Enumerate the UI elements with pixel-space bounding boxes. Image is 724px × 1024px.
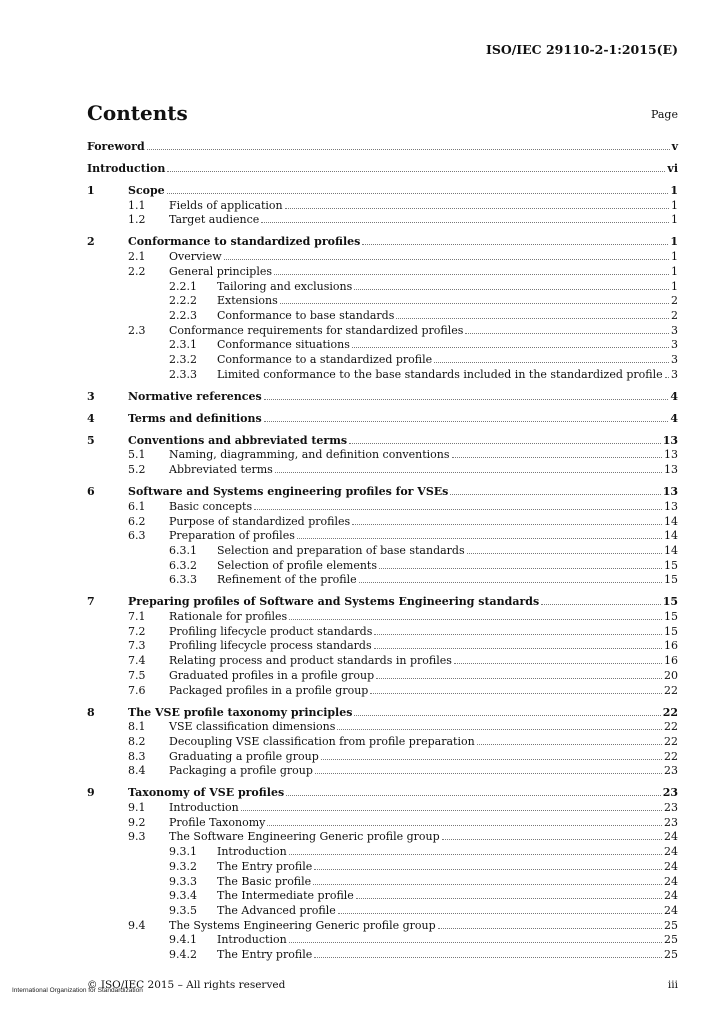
toc-entry-page: 2 (671, 308, 678, 322)
toc-entry[interactable] (0, 595, 724, 610)
toc-entry[interactable] (0, 860, 724, 875)
toc-entry-title: Graduating a profile group (169, 749, 319, 763)
toc-entry-number: 9.3.2 (169, 859, 197, 873)
toc-entry-number: 2.3.1 (169, 338, 197, 352)
dot-leader (356, 898, 662, 899)
toc-entry-page: 22 (664, 720, 678, 734)
dot-leader (374, 634, 662, 635)
toc-entry-page: 15 (664, 573, 678, 587)
toc-entry[interactable] (0, 559, 724, 574)
toc-entry-page: 3 (671, 338, 678, 352)
toc-entry-title: Basic concepts (169, 499, 253, 513)
toc-entry[interactable] (0, 213, 724, 228)
toc-entry[interactable] (0, 448, 724, 463)
toc-entry[interactable] (0, 199, 724, 214)
toc-entry-page: 13 (664, 499, 678, 513)
toc-entry-number: 5.2 (128, 463, 146, 477)
toc-entry-number: 5.1 (128, 448, 146, 462)
dot-leader (264, 421, 669, 422)
dot-leader (289, 854, 662, 855)
toc-entry-title: General principles (169, 264, 273, 278)
toc-entry-page: 15 (664, 610, 678, 623)
dot-leader (434, 362, 669, 363)
dot-leader (285, 208, 669, 209)
toc-entry-title: Refinement of the profile (217, 573, 357, 587)
toc-entry-number: 7.4 (128, 654, 146, 668)
toc-entry-title: Conventions and abbreviated terms (128, 433, 348, 447)
toc-entry-title: The Software Engineering Generic profile group (169, 830, 440, 844)
toc-entry-number: 7.3 (128, 639, 146, 653)
toc-entry-page: 4 (670, 411, 678, 425)
toc-entry-title: The Intermediate profile (217, 889, 354, 903)
toc-entry[interactable] (0, 265, 724, 280)
toc-entry-title: Naming, diagramming, and definition conventions (169, 448, 450, 462)
toc-entry-page: 1 (671, 264, 678, 278)
toc-entry-number: 2.3 (128, 323, 146, 337)
toc-entry-title: The Entry profile (217, 948, 313, 961)
toc-entry-page: vi (667, 162, 678, 175)
toc-entry-title: The Advanced profile (217, 903, 336, 917)
toc-entry-number: 9.3.1 (169, 845, 197, 859)
toc-entry-title: Abbreviated terms (169, 463, 273, 477)
dot-leader (321, 759, 662, 760)
toc-entry-number: 8.4 (128, 764, 146, 778)
toc-entry-number: 9 (87, 786, 95, 800)
toc-entry[interactable] (0, 368, 724, 383)
dot-leader (314, 869, 662, 870)
dot-leader (297, 538, 662, 539)
toc-entry[interactable] (0, 750, 724, 765)
toc-entry-title: Selection and preparation of base standards (217, 543, 465, 557)
toc-entry-title: Decoupling VSE classification from profile preparation (169, 734, 475, 748)
toc-entry[interactable] (0, 544, 724, 559)
toc-entry-title: Packaging a profile group (169, 764, 313, 778)
dot-leader (224, 259, 669, 260)
toc-entry-title: Limited conformance to the base standards included in the standardized profile (217, 367, 663, 381)
toc-entry-number: 2 (87, 235, 95, 249)
toc-entry[interactable] (0, 875, 724, 890)
toc-entry[interactable] (0, 412, 724, 427)
toc-entry-number: 9.3.4 (169, 889, 197, 903)
toc-entry-number: 6.2 (128, 514, 146, 528)
toc-entry-title: Target audience (169, 213, 260, 227)
toc-entry-title: Conformance to base standards (217, 308, 395, 322)
toc-entry-page: 20 (664, 668, 678, 682)
toc-entry-title: Profile Taxonomy (169, 815, 266, 829)
toc-entry[interactable] (0, 654, 724, 669)
toc-entry-page: 23 (664, 801, 678, 814)
toc-entry[interactable] (0, 948, 724, 963)
toc-entry-page: 23 (662, 786, 678, 800)
toc-entry-number: 4 (87, 411, 95, 425)
toc-entry-page: 24 (664, 874, 678, 888)
toc-entry-title: Rationale for profiles (169, 610, 288, 623)
dot-leader (454, 663, 662, 664)
dot-leader (264, 399, 669, 400)
toc-entry-page: 24 (664, 830, 678, 844)
dot-leader (354, 715, 660, 716)
toc-entry-title: Foreword (87, 140, 145, 153)
toc-entry-page: 14 (664, 514, 678, 528)
toc-entry-page: 24 (664, 889, 678, 903)
toc-entry[interactable] (0, 529, 724, 544)
toc-entry-number: 9.2 (128, 815, 146, 829)
toc-entry[interactable] (0, 294, 724, 309)
toc-entry-page: 13 (662, 485, 678, 499)
toc-entry-page: 24 (664, 845, 678, 859)
toc-entry-page: 22 (664, 734, 678, 748)
dot-leader (261, 222, 669, 223)
dot-leader (337, 729, 662, 730)
dot-leader (362, 244, 668, 245)
toc-entry-title: Terms and definitions (128, 411, 262, 425)
toc-entry-number: 8 (87, 705, 95, 719)
toc-entry-title: Conformance situations (217, 338, 350, 352)
toc-entry-title: Introduction (217, 845, 287, 859)
toc-entry-page: 16 (664, 654, 678, 668)
dot-leader (167, 171, 665, 172)
dot-leader (338, 913, 662, 914)
dot-leader (280, 303, 669, 304)
toc-entry-number: 2.3.3 (169, 367, 197, 381)
toc-entry[interactable] (0, 353, 724, 368)
dot-leader (374, 648, 662, 649)
dot-leader (147, 149, 670, 150)
toc-entry[interactable] (0, 463, 724, 478)
toc-entry-page: 1 (670, 235, 678, 249)
toc-entry-page: 3 (671, 353, 678, 366)
toc-entry-page: 1 (671, 279, 678, 293)
toc-entry-number: 3 (87, 389, 95, 403)
dot-leader (352, 347, 669, 348)
toc-entry[interactable] (0, 720, 724, 735)
toc-entry[interactable] (0, 162, 724, 177)
toc-entry-page: 3 (671, 367, 678, 381)
toc-entry[interactable] (0, 764, 724, 779)
page-number: iii (667, 979, 678, 991)
dot-leader (467, 553, 662, 554)
toc-entry-number: 1.2 (128, 213, 146, 227)
toc-entry-number: 9.4.2 (169, 948, 197, 961)
toc-entry[interactable] (0, 639, 724, 654)
toc-entry[interactable] (0, 669, 724, 684)
toc-entry-title: Conformance to a standardized profile (217, 353, 433, 366)
dot-leader (465, 333, 669, 334)
copyright-notice: © ISO/IEC 2015 – All rights reserved (87, 979, 286, 991)
dot-leader (354, 289, 669, 290)
toc-entry-page: 2 (671, 294, 678, 308)
toc-entry-title: Overview (169, 250, 222, 264)
dot-leader (477, 744, 662, 745)
toc-entry-page: 25 (664, 918, 678, 932)
toc-entry-title: Purpose of standardized profiles (169, 514, 351, 528)
toc-entry[interactable] (0, 610, 724, 625)
toc-entry[interactable] (0, 280, 724, 295)
toc-entry-number: 7.5 (128, 668, 146, 682)
toc-entry[interactable] (0, 801, 724, 816)
toc-entry[interactable] (0, 786, 724, 801)
dot-leader (167, 193, 669, 194)
toc-entry-number: 7.6 (128, 683, 146, 697)
toc-entry[interactable] (0, 390, 724, 405)
dot-leader (376, 678, 662, 679)
toc-entry[interactable] (0, 830, 724, 845)
toc-entry-title: Introduction (87, 162, 166, 175)
toc-entry[interactable] (0, 485, 724, 500)
dot-leader (286, 795, 661, 796)
dot-leader (349, 443, 661, 444)
dot-leader (289, 942, 662, 943)
toc-entry-number: 8.1 (128, 720, 146, 734)
toc-entry-title: The VSE profile taxonomy principles (128, 705, 353, 719)
toc-entry-title: Relating process and product standards in profiles (169, 654, 452, 668)
toc-entry-page: 16 (664, 639, 678, 653)
toc-entry-title: Graduated profiles in a profile group (169, 668, 375, 682)
toc-entry-number: 6.3.3 (169, 573, 197, 587)
toc-entry-page: v (671, 140, 678, 153)
toc-entry[interactable] (0, 919, 724, 934)
toc-entry-page: 22 (662, 705, 678, 719)
toc-entry[interactable] (0, 889, 724, 904)
toc-entry[interactable] (0, 706, 724, 721)
toc-entry-page: 1 (671, 198, 678, 212)
toc-entry-number: 6.3 (128, 529, 146, 543)
toc-entry-page: 3 (671, 323, 678, 337)
dot-leader (442, 839, 662, 840)
toc-entry-title: The Entry profile (217, 859, 313, 873)
toc-entry-title: Preparing profiles of Software and Systems Engineering standards (128, 595, 540, 609)
toc-entry-title: Extensions (217, 294, 278, 308)
dot-leader (396, 318, 669, 319)
toc-entry-title: Selection of profile elements (217, 558, 377, 572)
toc-entry-page: 15 (664, 558, 678, 572)
toc-entry-number: 2.1 (128, 250, 146, 264)
toc-entry-title: VSE classification dimensions (169, 720, 336, 734)
toc-entry[interactable] (0, 338, 724, 353)
toc-entry-title: Profiling lifecycle product standards (169, 624, 373, 638)
dot-leader (438, 928, 662, 929)
toc-entry-title: The Systems Engineering Generic profile group (169, 918, 436, 932)
toc-entry[interactable] (0, 816, 724, 831)
dot-leader (450, 494, 660, 495)
toc-entry-number: 9.4 (128, 918, 146, 932)
dot-leader (370, 693, 662, 694)
toc-entry-number: 6.3.2 (169, 558, 197, 572)
dot-leader (289, 619, 662, 620)
toc-entry-title: Introduction (169, 801, 239, 814)
toc-entry-page: 14 (664, 529, 678, 543)
toc-entry-number: 1.1 (128, 198, 146, 212)
toc-entry-page: 15 (662, 595, 678, 609)
toc-entry-page: 22 (664, 749, 678, 763)
page-column-label: Page (650, 108, 678, 121)
toc-entry-number: 9.3.5 (169, 903, 197, 917)
toc-entry-number: 2.2.3 (169, 308, 197, 322)
toc-entry[interactable] (0, 434, 724, 449)
toc-entry-title: Profiling lifecycle process standards (169, 639, 372, 653)
toc-entry-number: 9.4.1 (169, 933, 197, 947)
toc-entry[interactable] (0, 235, 724, 250)
toc-entry-page: 23 (664, 815, 678, 829)
toc-entry-number: 7.1 (128, 610, 146, 623)
dot-leader (452, 457, 662, 458)
dot-leader (274, 274, 669, 275)
toc-entry-title: Normative references (128, 389, 262, 403)
toc-entry-number: 8.2 (128, 734, 146, 748)
toc-entry-title: Fields of application (169, 198, 283, 212)
toc-entry[interactable] (0, 904, 724, 919)
page-title: Contents (87, 101, 188, 125)
dot-leader (241, 810, 662, 811)
dot-leader (313, 884, 662, 885)
toc-entry-title: Preparation of profiles (169, 529, 295, 543)
toc-entry-number: 9.3.3 (169, 874, 197, 888)
toc-entry-number: 6.3.1 (169, 543, 197, 557)
document-code: ISO/IEC 29110-2-1:2015(E) (485, 42, 678, 57)
toc-entry[interactable] (0, 625, 724, 640)
toc-entry-page: 13 (664, 448, 678, 462)
dot-leader (315, 773, 662, 774)
toc-entry-title: Conformance to standardized profiles (128, 235, 361, 249)
toc-entry[interactable] (0, 324, 724, 339)
toc-entry-page: 22 (664, 683, 678, 697)
toc-entry-page: 24 (664, 903, 678, 917)
toc-entry-title: Introduction (217, 933, 287, 947)
toc-entry-page: 25 (664, 948, 678, 961)
toc-entry-page: 25 (664, 933, 678, 947)
dot-leader (314, 957, 662, 958)
dot-leader (254, 509, 662, 510)
toc-entry-title: Taxonomy of VSE profiles (128, 786, 285, 800)
toc-entry-page: 1 (671, 250, 678, 264)
toc-entry-title: The Basic profile (217, 874, 312, 888)
toc-entry[interactable] (0, 309, 724, 324)
toc-entry[interactable] (0, 184, 724, 199)
toc-entry-number: 7 (87, 595, 95, 609)
dot-leader (267, 825, 662, 826)
watermark-text: International Organization for Standardization (12, 987, 143, 994)
toc-entry-page: 15 (664, 624, 678, 638)
toc-entry-number: 5 (87, 433, 95, 447)
toc-entry[interactable] (0, 845, 724, 860)
toc-entry-title: Conformance requirements for standardized profiles (169, 323, 464, 337)
toc-entry-page: 24 (664, 859, 678, 873)
toc-entry-number: 6.1 (128, 499, 146, 513)
toc-entry[interactable] (0, 500, 724, 515)
toc-entry-page: 1 (671, 213, 678, 227)
toc-entry-number: 7.2 (128, 624, 146, 638)
dot-leader (275, 472, 662, 473)
toc-entry-number: 2.2.2 (169, 294, 197, 308)
toc-entry-page: 23 (664, 764, 678, 778)
toc-entry-page: 14 (664, 543, 678, 557)
toc-entry-title: Software and Systems engineering profiles for VSEs (128, 485, 449, 499)
toc-entry-number: 9.3 (128, 830, 146, 844)
toc-entry-title: Packaged profiles in a profile group (169, 683, 369, 697)
toc-entry[interactable] (0, 250, 724, 265)
dot-leader (359, 582, 662, 583)
toc-entry[interactable] (0, 933, 724, 948)
toc-entry-page: 13 (664, 463, 678, 477)
toc-entry[interactable] (0, 140, 724, 155)
toc-entry[interactable] (0, 684, 724, 699)
toc-entry-page: 4 (670, 389, 678, 403)
dot-leader (665, 377, 669, 378)
toc-entry-title: Scope (128, 184, 165, 197)
toc-entry-number: 2.3.2 (169, 353, 197, 366)
dot-leader (541, 604, 661, 605)
toc-entry-number: 9.1 (128, 801, 146, 814)
toc-entry-number: 1 (87, 184, 95, 197)
toc-entry[interactable] (0, 515, 724, 530)
toc-entry-title: Tailoring and exclusions (217, 279, 353, 293)
toc-entry-number: 2.2 (128, 264, 146, 278)
dot-leader (352, 524, 662, 525)
dot-leader (379, 568, 662, 569)
toc-entry-page: 1 (670, 184, 678, 197)
toc-entry-number: 8.3 (128, 749, 146, 763)
toc-entry-page: 13 (662, 433, 678, 447)
toc-entry-number: 6 (87, 485, 95, 499)
toc-entry-number: 2.2.1 (169, 279, 197, 293)
toc-entry[interactable] (0, 735, 724, 750)
toc-entry[interactable] (0, 573, 724, 588)
